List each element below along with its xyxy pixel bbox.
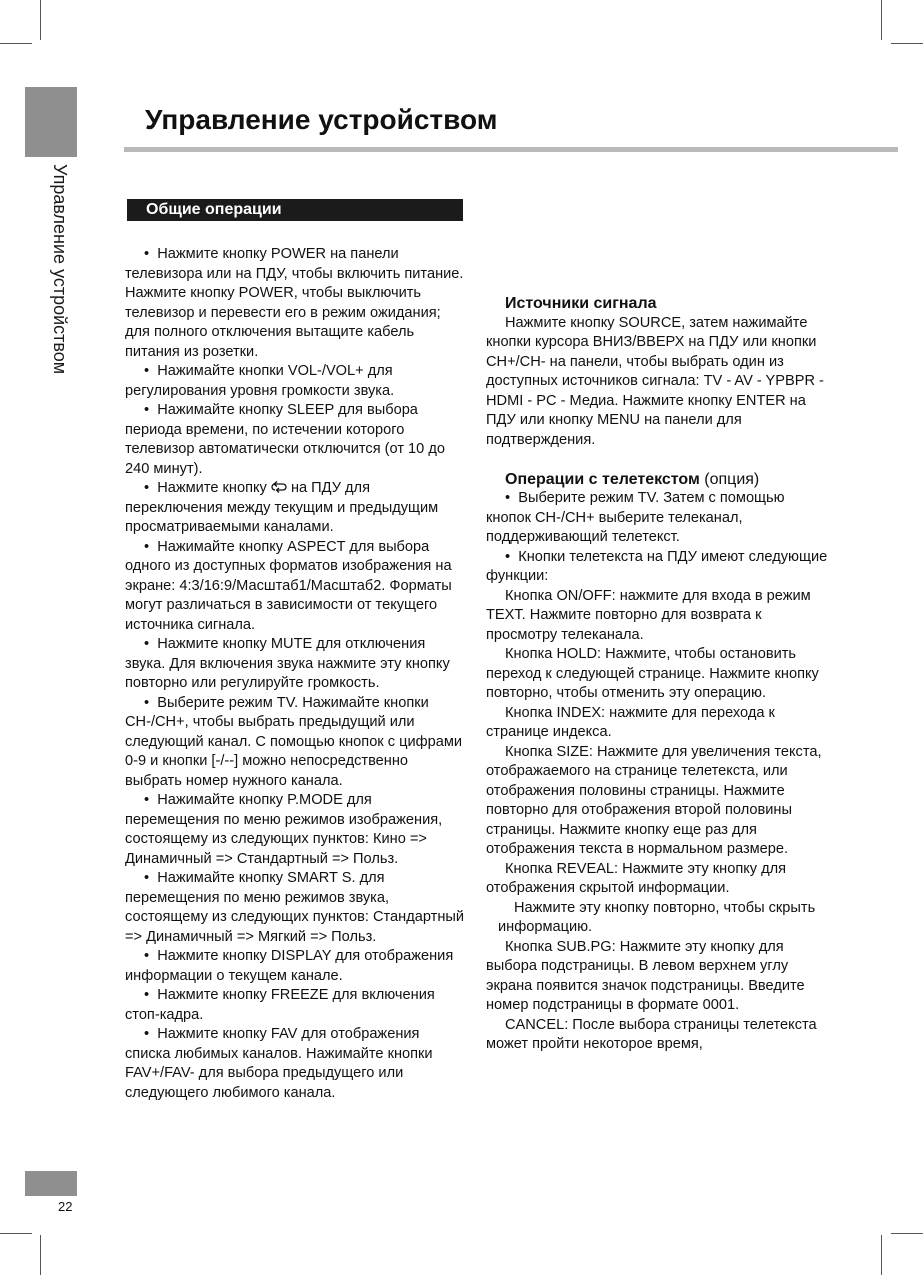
teletext-heading-text: Операции с телетекстом [505,470,700,488]
paragraph: • Нажимайте кнопку SLEEP для выбора периода времени, по истечении которого телевизор автоматически отключится (от 10 до 240 минут). [125,401,467,479]
paragraph: Кнопка HOLD: Нажмите, чтобы остановить переход к следующей странице. Нажмите кнопку повторно, чтобы отменить эту операцию. [486,646,819,701]
paragraph: • Кнопки телетекста на ПДУ имеют следующие функции: [486,548,830,587]
paragraph: • Нажмите кнопку POWER на панели телевизора или на ПДУ, чтобы включить питание. Нажмите кнопку POWER, чтобы выключить телевизор и перевести его в режим ожидания; для полного отключения вытащите кабель питания из розетки. [125,245,467,362]
paragraph: • Нажимайте кнопки VOL-/VOL+ для регулирования уровня громкости звука. [125,362,467,401]
paragraph: Нажмите кнопку SOURCE, затем нажимайте кнопки курсора ВНИЗ/ВВЕРХ на ПДУ или кнопки CH+/CH- на панели, чтобы выбрать один из доступных источников сигнала: TV - AV - YPBPR - HDMI - PC - Медиа. Нажмите кнопку ENTER на ПДУ или кнопку MENU на панели для подтверждения. [486,314,824,448]
paragraph: Кнопка ON/OFF: нажмите для входа в режим TEXT. Нажмите повторно для возврата к просмотру телеканала. [486,587,811,643]
paragraph: Кнопка REVEAL: Нажмите эту кнопку для отображения скрытой информации. [486,860,787,896]
paragraph: • Нажмите кнопку MUTE для отключения звука. Для включения звука нажмите эту кнопку повторно или регулируйте громкость. [125,635,467,694]
section-header: Общие операции [127,199,463,221]
left-column [125,245,467,1103]
title-rule [124,147,898,152]
teletext-heading-suffix: (опция) [704,470,760,488]
side-tab [25,87,77,157]
paragraph: • Нажимайте кнопку ASPECT для выбора одного из доступных форматов изображения на экране: 4:3/16:9/Масштаб1/Масштаб2. Форматы могут различаться в зависимости от текущего источника сигнала. [125,538,467,636]
page-title: Управление устройством [145,104,498,135]
text: на ПДУ для переключения между текущим и предыдущим просматриваемыми каналами. [125,480,439,535]
crop-mark [0,43,32,44]
page-number-box [25,1171,77,1196]
paragraph: Кнопка SUB.PG: Нажмите эту кнопку для выбора подстраницы. В левом верхнем углу экрана появится значок подстраницы. Введите номер подстраницы в формате 0001. [486,938,805,1013]
crop-mark [881,0,882,40]
sources-heading: Источники сигнала [505,295,657,312]
crop-mark [891,1233,923,1234]
side-label: Управление устройством [50,164,70,375]
crop-mark [40,0,41,40]
paragraph: • Выберите режим TV. Затем с помощью кнопок CH-/CH+ выберите телеканал, поддерживающий телетекст. [486,489,830,548]
crop-mark [40,1235,41,1275]
paragraph: Кнопка SIZE: Нажмите для увеличения текста, отображаемого на странице телетекста, или отображения половины страницы. Нажмите повторно для отображения второй половины страницы. Нажмите кнопку еще раз для отображения текста в нормальном размере. [486,743,822,857]
text: Нажмите кнопку [157,480,267,496]
return-loop-icon [271,481,287,494]
paragraph: Нажмите эту кнопку повторно, чтобы скрыть информацию. [498,899,816,935]
paragraph [125,479,467,538]
paragraph: • Выберите режим TV. Нажимайте кнопки CH-/CH+, чтобы выбрать предыдущий или следующий канал. С помощью кнопок с цифрами 0-9 и кнопки [-/--] можно непосредственно выбрать номер нужного канала. [125,694,467,792]
paragraph: • Нажимайте кнопку SMART S. для перемещения по меню режимов звука, состоящему из следующих пунктов: Стандартный => Динамичный => Мягкий => Польз. [125,869,467,947]
right-column [486,294,830,1055]
paragraph: • Нажмите кнопку DISPLAY для отображения информации о текущем канале. [125,947,467,986]
paragraph: • Нажимайте кнопку P.MODE для перемещения по меню режимов изображения, состоящему из следующих пунктов: Кино => Динамичный => Стандартный => Польз. [125,791,467,869]
teletext-heading [486,470,830,490]
paragraph: CANCEL: После выбора страницы телетекста может пройти некоторое время, [486,1016,817,1052]
page-number: 22 [58,1199,73,1214]
paragraph: Кнопка INDEX: нажмите для перехода к странице индекса. [486,704,775,740]
paragraph: • Нажмите кнопку FAV для отображения списка любимых каналов. Нажимайте кнопки FAV+/FAV- для выбора предыдущего или следующего любимого канала. [125,1025,467,1103]
crop-mark [0,1233,32,1234]
paragraph: • Нажмите кнопку FREEZE для включения стоп-кадра. [125,986,467,1025]
crop-mark [881,1235,882,1275]
crop-mark [891,43,923,44]
